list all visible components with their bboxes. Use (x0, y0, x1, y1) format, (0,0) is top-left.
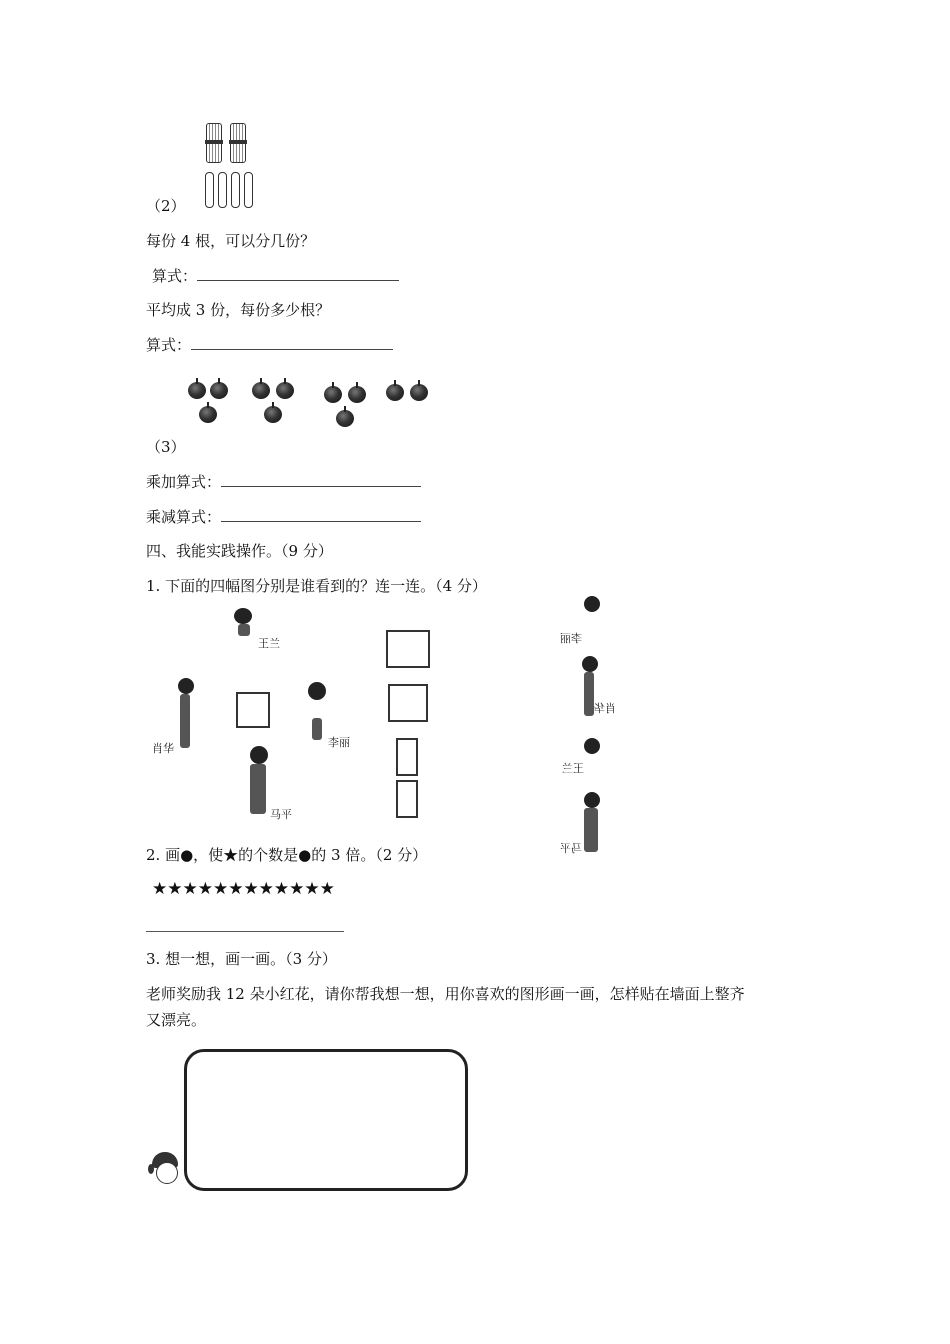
xiaohua-column-body (584, 672, 594, 716)
apple (336, 410, 354, 427)
stick (205, 172, 214, 208)
lili-column-figure (584, 596, 600, 612)
lili-body (312, 718, 322, 740)
tv-view-front (386, 630, 430, 668)
name-xiaohua: 肖华 (152, 742, 174, 755)
wanglan-figure (234, 608, 252, 624)
apple (276, 382, 294, 399)
formula-label: 乘加算式： (146, 473, 222, 491)
column-name-xiaohua: 肖华 (594, 702, 616, 715)
part3-marker: （3） (146, 438, 186, 456)
maping-column-figure (584, 792, 600, 808)
people-column (556, 590, 616, 860)
part2-formula-1 (152, 266, 399, 286)
stick (218, 172, 227, 208)
column-name-lili: 李丽 (560, 632, 582, 645)
part2-formula-2 (146, 335, 393, 355)
apple (264, 406, 282, 423)
xiaohua-body (180, 694, 190, 748)
part2-question-2: 平均成 3 份，每份多少根？ (146, 301, 331, 319)
answer-blank[interactable] (221, 507, 421, 522)
column-name-wanglan: 王兰 (562, 762, 584, 775)
sticks-figure (200, 118, 260, 213)
name-lili: 李丽 (328, 736, 350, 749)
q3-text-line2: 又漂亮。 (146, 1011, 207, 1029)
section4-q1: 1. 下面的四幅图分别是谁看到的？连一连。（4 分） (146, 577, 487, 595)
mul-add-formula (146, 472, 421, 492)
formula-label: 算式： (146, 336, 192, 354)
name-wanglan: 王兰 (258, 637, 280, 650)
apple (199, 406, 217, 423)
apple (348, 386, 366, 403)
tv-view-back (388, 684, 428, 722)
section4-q2: 2. 画●，使★的个数是●的 3 倍。（2 分） (146, 846, 428, 864)
maping-column-body (584, 808, 598, 852)
stars-row: ★★★★★★★★★★★★ (152, 879, 335, 899)
answer-blank[interactable] (221, 472, 421, 487)
q3-text-line1: 老师奖励我 12 朵小红花，请你帮我想一想，用你喜欢的图形画一画，怎样贴在墙面上整齐 (146, 985, 745, 1003)
formula-label: 算式： (152, 267, 198, 285)
apple (188, 382, 206, 399)
formula-label: 乘减算式： (146, 508, 222, 526)
apple (410, 384, 428, 401)
wanglan-column-figure (584, 738, 600, 754)
maping-body (250, 764, 266, 814)
xiaohua-figure (178, 678, 194, 694)
stick (231, 172, 240, 208)
dots-answer-line[interactable] (146, 931, 344, 932)
girl-icon (148, 1150, 182, 1188)
answer-blank[interactable] (197, 266, 399, 281)
tv-center (236, 692, 270, 728)
stick-bundle (230, 123, 246, 163)
stick (244, 172, 253, 208)
maping-figure (250, 746, 268, 764)
section4-heading: 四、我能实践操作。（9 分） (146, 542, 333, 560)
apple (252, 382, 270, 399)
part2-marker: （2） (146, 197, 186, 215)
tv-view-side-right (396, 780, 418, 818)
tv-view-side-left (396, 738, 418, 776)
tv-views (384, 626, 434, 826)
stick-bundle (206, 123, 222, 163)
part2-question-1: 每份 4 根，可以分几份？ (146, 232, 316, 250)
apple (324, 386, 342, 403)
answer-blank[interactable] (191, 335, 393, 350)
drawing-board[interactable] (184, 1049, 468, 1191)
apples-figure (186, 378, 436, 438)
apple (386, 384, 404, 401)
apple (210, 382, 228, 399)
xiaohua-column-figure (582, 656, 598, 672)
section4-q3: 3. 想一想，画一画。（3 分） (146, 950, 337, 968)
name-maping: 马平 (270, 808, 292, 821)
mul-sub-formula (146, 507, 421, 527)
column-name-maping: 马平 (560, 842, 582, 855)
lili-figure (308, 682, 326, 700)
wanglan-body (238, 624, 250, 636)
